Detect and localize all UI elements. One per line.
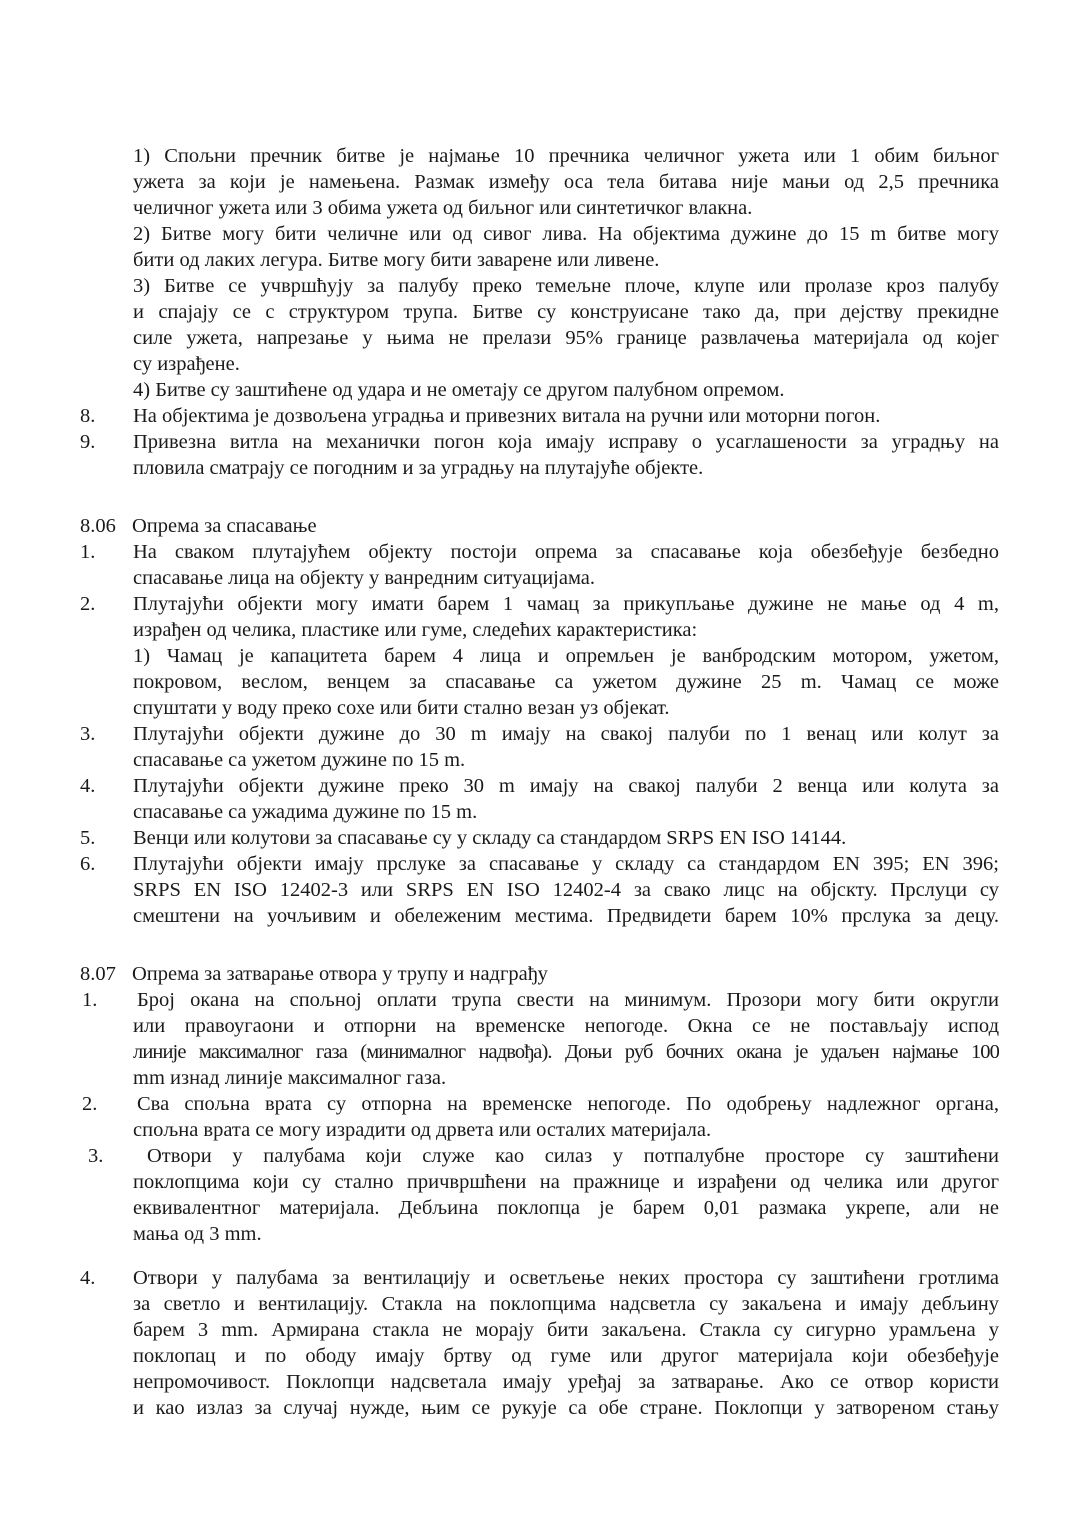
text-line: мања од 3 mm. [133, 1223, 262, 1245]
text-line: 1) Чамац је капацитета барем 4 лица и опремљен је ванбродским мотором, ужетом, [133, 645, 999, 667]
item-number: 4. [80, 1267, 96, 1289]
text-line: На објектима је дозвољена уградња и привезних витала на ручни или моторни погон. [133, 405, 881, 427]
item-number: 8. [80, 405, 96, 427]
text-line: SRPS EN ISO 12402-3 или SRPS EN ISO 12402-4 за свако лицс на објскту. Прслуци су [133, 879, 999, 901]
section-title: Опрема за затварање отвора у трупу и надграђу [132, 963, 548, 985]
text-line: линије максималног газа (минималног надвођа). Доњи руб бочних окана је удаљен најмање 100 [133, 1041, 999, 1063]
section-number: 8.06 [80, 515, 116, 537]
text-line: за светло и вентилацију. Стакла на поклопцима надсветла су закаљена и имају дебљину [133, 1293, 999, 1315]
text-line: ужета за који је намењена. Размак између оса тела битава није мањи од 2,5 пречника [133, 171, 999, 193]
item-number: 3. [88, 1145, 104, 1167]
text-line: 2) Битве могу бити челичне или од сивог лива. На објектима дужине до 15 m битве могу [133, 223, 999, 245]
text-line: 3) Битве се учвршћују за палубу преко темељне плоче, клупе или пролазе кроз палубу [133, 275, 999, 297]
text-line: израђен од челика, пластике или гуме, следећих карактеристика: [133, 619, 698, 641]
text-line: барем 3 mm. Армирана стакла не морају бити закаљена. Стакла су сигурно урамљена у [133, 1319, 999, 1341]
item-number: 5. [80, 827, 96, 849]
text-line: На сваком плутајућем објекту постоји опрема за спасавање која обезбеђује безбедно [133, 541, 999, 563]
text-line: бити од лаких легура. Битве могу бити заварене или ливене. [133, 249, 660, 271]
text-line: челичног ужета или 3 обима ужета од биљног или синтетичког влакна. [133, 197, 753, 219]
text-line: Плутајући објекти имају прслуке за спасавање у складу са стандардом EN 395; EN 396; [133, 853, 999, 875]
item-number: 9. [80, 431, 96, 453]
text-line: покровом, веслом, венцем за спасавање са ужетом дужине 25 m. Чамац се може [133, 671, 999, 693]
text-line: и спајају се с структуром трупа. Битве су конструисане тако да, при дејству прекидне [133, 301, 999, 323]
text-line: пловила сматрају се погодним и за уградњу на плутајуће објекте. [133, 457, 704, 479]
item-number: 4. [80, 775, 96, 797]
text-line: Плутајући објекти дужине до 30 m имају на свакој палуби по 1 венац или колут за [133, 723, 999, 745]
text-line: и као излаз за случај нужде, њим се рукује са обе стране. Поклопци у затвореном стању [133, 1397, 999, 1419]
text-line: силе ужета, напрезање у њима не прелази 95% границе развлачења материјала од којег [133, 327, 999, 349]
text-line: поклопцима који су стално причвршћени на пражнице и израђени од челика или другог [133, 1171, 999, 1193]
text-line: су израђене. [133, 353, 240, 375]
text-line: или правоугаони и отпорни на временске непогоде. Окна се не постављају испод [133, 1015, 999, 1037]
text-line: спасавање са ужадима дужине по 15 m. [133, 801, 478, 823]
section-heading-807 [80, 961, 548, 987]
item-number: 6. [80, 853, 96, 875]
text-line: Плутајући објекти дужине преко 30 m имају на свакој палуби 2 венца или колута за [133, 775, 999, 797]
text-line: Привезна витла на механички погон која имају исправу о усаглашености за уградњу на [133, 431, 999, 453]
text-line: Венци или колутови за спасавање су у складу са стандардом SRPS EN ISO 14144. [133, 827, 847, 849]
text-line: mm изнад линије максималног газа. [133, 1067, 447, 1089]
text-line: смештени на уочљивим и обележеним местима. Предвидети барем 10% прслука за децу. [133, 905, 999, 927]
text-line: Отвори у палубама који служе као силаз у потпалубне просторе су заштићени [147, 1145, 999, 1167]
item-number: 2. [82, 1093, 98, 1115]
text-line: 1) Спољни пречник битве је најмање 10 пречника челичног ужета или 1 обим биљног [133, 145, 999, 167]
item-number: 1. [80, 541, 96, 563]
text-line: спасавање са ужетом дужине по 15 m. [133, 749, 466, 771]
section-number: 8.07 [80, 963, 116, 985]
text-line: еквивалентног материјала. Дебљина поклопца је барем 0,01 размака укрепе, али не [133, 1197, 999, 1219]
section-title: Опрема за спасавање [132, 515, 317, 537]
text-line: поклопац и по ободу имају бртву од гуме или другог материјала који обезбеђује [133, 1345, 999, 1367]
item-number: 2. [80, 593, 96, 615]
text-line: Број окана на спољној оплати трупа свести на минимум. Прозори могу бити округли [137, 989, 999, 1011]
text-line: Отвори у палубама за вентилацију и осветљење неких простора су заштићени гротлима [133, 1267, 999, 1289]
item-number: 3. [80, 723, 96, 745]
section-heading-806 [80, 513, 317, 539]
text-line: спасавање лица на објекту у ванредним ситуацијама. [133, 567, 596, 589]
item-number: 1. [82, 989, 98, 1011]
text-line: спољна врата се могу израдити од дрвета или осталих материјала. [133, 1119, 712, 1141]
text-line: 4) Битве су заштићене од удара и не ометају се другом палубном опремом. [133, 379, 785, 401]
text-line: спуштати у воду преко сохе или бити стално везан уз објекат. [133, 697, 670, 719]
text-line: Плутајући објекти могу имати барем 1 чамац за прикупљање дужине не мање од 4 m, [133, 593, 999, 615]
text-line: Сва спољна врата су отпорна на временске непогоде. По одобрењу надлежног органа, [137, 1093, 999, 1115]
text-line: непромочивост. Поклопци надсветала имају уређај за затварање. Ако се отвор користи [133, 1371, 999, 1393]
